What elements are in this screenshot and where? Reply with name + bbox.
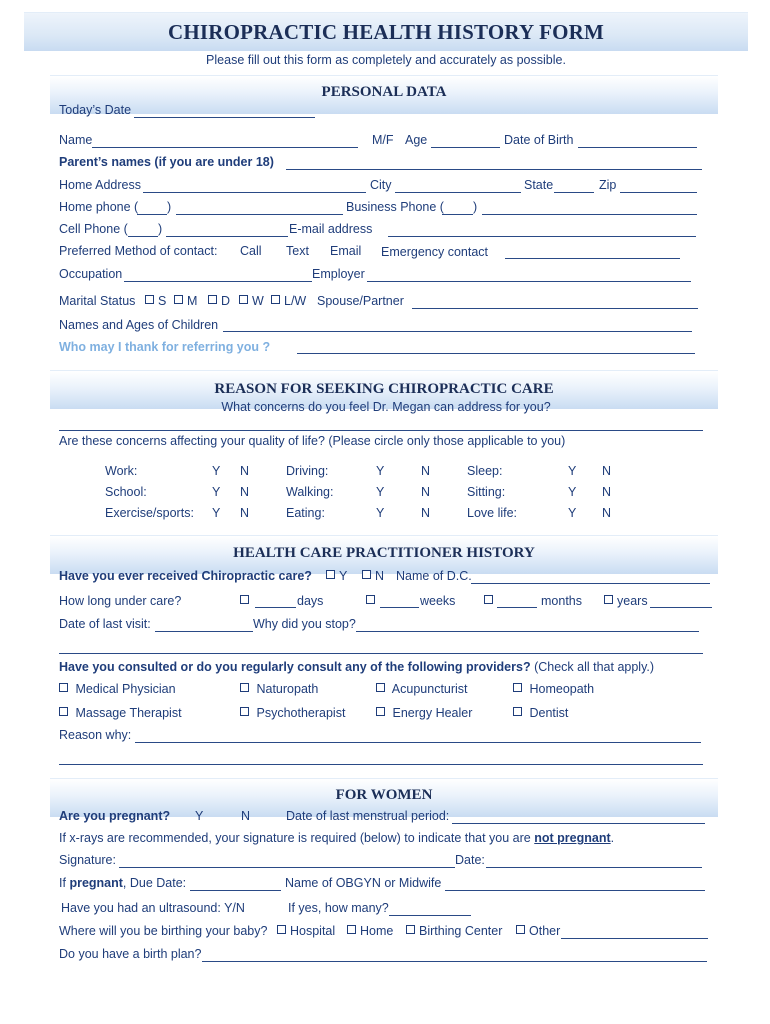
email-field[interactable] <box>388 236 696 237</box>
checkbox-icon <box>240 595 249 604</box>
marital-option-m[interactable]: M <box>174 294 197 309</box>
cell-phone-close: ) <box>158 222 163 236</box>
cell-phone-label: Cell Phone ( <box>59 222 128 236</box>
provider-naturopath[interactable]: Naturopath <box>240 682 318 697</box>
state-label: State <box>524 178 554 192</box>
parents-label: Parent’s names (if you are under 18) <box>59 155 274 169</box>
reason-question: What concerns do you feel Dr. Megan can address for you? <box>221 400 551 414</box>
checkbox-icon <box>376 707 385 716</box>
eating-no[interactable]: N <box>421 506 431 520</box>
exercise-label: Exercise/sports: <box>105 506 194 520</box>
birthing-question: Where will you be birthing your baby? <box>59 924 268 938</box>
checkbox-icon <box>366 595 375 604</box>
consulted-question: Have you consulted or do you regularly consult any of the following providers? (Check all that apply.) <box>59 660 655 674</box>
school-no[interactable]: N <box>240 485 250 499</box>
school-label: School: <box>105 485 147 499</box>
weeks-checkbox[interactable] <box>366 594 379 609</box>
home-address-label: Home Address <box>59 178 141 192</box>
sitting-no[interactable]: N <box>602 485 612 499</box>
checkbox-icon <box>208 295 217 304</box>
provider-homeopath[interactable]: Homeopath <box>513 682 594 697</box>
mf-label: M/F <box>372 133 394 147</box>
business-phone-area-field[interactable] <box>442 214 473 215</box>
driving-no[interactable]: N <box>421 464 431 478</box>
children-field[interactable] <box>223 331 692 332</box>
pregnant-yes[interactable]: Y <box>195 809 204 823</box>
reason-why-field[interactable] <box>135 742 701 743</box>
signature-field[interactable] <box>119 867 455 868</box>
marital-option-s[interactable]: S <box>145 294 166 309</box>
age-label: Age <box>405 133 428 147</box>
sitting-yes[interactable]: Y <box>568 485 577 499</box>
home-phone-area-field[interactable] <box>137 214 167 215</box>
employer-field[interactable] <box>367 281 691 282</box>
pregnant-question: Are you pregnant? <box>59 809 171 823</box>
zip-field[interactable] <box>620 192 697 193</box>
reason-why-label: Reason why: <box>59 728 132 742</box>
why-stop-field[interactable] <box>356 631 699 632</box>
lmp-field[interactable] <box>452 823 705 824</box>
years-checkbox[interactable]: years <box>604 594 648 609</box>
checkbox-icon <box>174 295 183 304</box>
days-field[interactable] <box>255 607 296 608</box>
provider-massage-therapist[interactable]: Massage Therapist <box>59 706 182 721</box>
checkbox-icon <box>59 683 68 692</box>
ultrasound-question: Have you had an ultrasound: Y/N <box>61 901 245 915</box>
personal-heading: PERSONAL DATA <box>321 84 447 100</box>
checkbox-icon <box>277 925 286 934</box>
love-life-no[interactable]: N <box>602 506 612 520</box>
checkbox-icon <box>240 683 249 692</box>
signature-label: Signature: <box>59 853 116 867</box>
referral-field[interactable] <box>297 353 695 354</box>
birthing-home-option[interactable]: Home <box>347 924 393 939</box>
state-field[interactable] <box>554 192 594 193</box>
sitting-label: Sitting: <box>467 485 506 499</box>
provider-acupuncturist[interactable]: Acupuncturist <box>376 682 468 697</box>
birthing-hospital-option[interactable]: Hospital <box>277 924 335 939</box>
sleep-no[interactable]: N <box>602 464 612 478</box>
birthing-other-field[interactable] <box>561 938 708 939</box>
school-yes[interactable]: Y <box>212 485 221 499</box>
checkbox-icon <box>362 570 371 579</box>
birth-plan-field[interactable] <box>202 961 707 962</box>
reason-heading: REASON FOR SEEKING CHIROPRACTIC CARE <box>214 381 554 397</box>
cell-phone-area-field[interactable] <box>128 236 158 237</box>
emergency-contact-label: Emergency contact <box>381 245 488 259</box>
page-subtitle: Please fill out this form as completely and accurately as possible. <box>206 53 566 67</box>
reason-why-field-line2[interactable] <box>59 764 703 765</box>
checkbox-icon <box>145 295 154 304</box>
received-care-no[interactable]: N <box>362 569 384 584</box>
checkbox-icon <box>59 707 68 716</box>
employer-label: Employer <box>312 267 365 281</box>
dc-name-label: Name of D.C. <box>396 569 472 583</box>
spouse-field[interactable] <box>412 308 698 309</box>
cell-phone-field[interactable] <box>166 236 288 237</box>
dc-name-field[interactable] <box>471 583 710 584</box>
received-care-question: Have you ever received Chiropractic care? <box>59 569 312 583</box>
dob-field[interactable] <box>578 147 697 148</box>
home-phone-field[interactable] <box>176 214 343 215</box>
obgyn-field[interactable] <box>445 890 705 891</box>
provider-dentist[interactable]: Dentist <box>513 706 568 721</box>
checkbox-icon <box>376 683 385 692</box>
why-stop-label: Why did you stop? <box>253 617 356 631</box>
email-label: E-mail address <box>289 222 373 236</box>
todays-date-label: Today’s Date <box>59 103 132 117</box>
marital-option-lw[interactable]: L/W <box>271 294 306 309</box>
eating-label: Eating: <box>286 506 325 520</box>
work-label: Work: <box>105 464 138 478</box>
marital-option-d[interactable]: D <box>208 294 230 309</box>
pregnant-no[interactable]: N <box>241 809 251 823</box>
children-label: Names and Ages of Children <box>59 318 219 332</box>
concerns-field[interactable] <box>59 430 703 431</box>
last-visit-field[interactable] <box>155 631 253 632</box>
city-label: City <box>370 178 392 192</box>
sleep-yes[interactable]: Y <box>568 464 577 478</box>
birthing-center-option[interactable]: Birthing Center <box>406 924 502 939</box>
birth-plan-question: Do you have a birth plan? <box>59 947 202 961</box>
preferred-contact-label: Preferred Method of contact: <box>59 244 218 258</box>
parents-field[interactable] <box>286 169 702 170</box>
todays-date-field[interactable] <box>134 117 315 118</box>
occupation-field[interactable] <box>124 281 312 282</box>
women-heading: FOR WOMEN <box>335 787 433 803</box>
work-no[interactable]: N <box>240 464 250 478</box>
referral-label: Who may I thank for referring you ? <box>59 340 271 354</box>
exercise-no[interactable]: N <box>240 506 250 520</box>
why-stop-field-line2[interactable] <box>59 653 703 654</box>
home-address-field[interactable] <box>143 192 366 193</box>
business-phone-close: ) <box>473 200 478 214</box>
walking-no[interactable]: N <box>421 485 431 499</box>
home-phone-close: ) <box>167 200 172 214</box>
marital-option-w[interactable]: W <box>239 294 264 309</box>
due-date-field[interactable] <box>190 890 281 891</box>
walking-yes[interactable]: Y <box>376 485 385 499</box>
weeks-label: weeks <box>420 594 456 608</box>
checkbox-icon <box>239 295 248 304</box>
driving-label: Driving: <box>286 464 329 478</box>
quality-question: Are these concerns affecting your quality of life? (Please circle only those applicable to you) <box>59 434 566 448</box>
home-phone-label: Home phone ( <box>59 200 139 214</box>
practitioner-heading: HEALTH CARE PRACTITIONER HISTORY <box>233 545 535 561</box>
how-many-label: If yes, how many? <box>288 901 389 915</box>
checkbox-icon <box>271 295 280 304</box>
received-care-yes[interactable]: Y <box>326 569 347 584</box>
eating-yes[interactable]: Y <box>376 506 385 520</box>
city-field[interactable] <box>395 192 521 193</box>
dob-label: Date of Birth <box>504 133 574 147</box>
last-visit-label: Date of last visit: <box>59 617 151 631</box>
months-label: months <box>541 594 582 608</box>
occupation-label: Occupation <box>59 267 123 281</box>
xray-note: If x-rays are recommended, your signature is required (below) to indicate that you are not pregnant. <box>59 831 615 845</box>
checkbox-icon <box>604 595 613 604</box>
years-field[interactable] <box>650 607 712 608</box>
checkbox-icon <box>513 683 522 692</box>
contact-call-option[interactable]: Call <box>240 244 262 258</box>
how-many-field[interactable] <box>389 915 471 916</box>
checkbox-icon <box>513 707 522 716</box>
sleep-label: Sleep: <box>467 464 503 478</box>
name-field[interactable] <box>92 147 358 148</box>
birthing-other-option[interactable]: Other <box>516 924 560 939</box>
work-yes[interactable]: Y <box>212 464 221 478</box>
checkbox-icon <box>484 595 493 604</box>
checkbox-icon <box>516 925 525 934</box>
business-phone-field[interactable] <box>482 214 697 215</box>
checkbox-icon <box>240 707 249 716</box>
days-label: days <box>297 594 324 608</box>
page-title: CHIROPRACTIC HEALTH HISTORY FORM <box>167 20 605 44</box>
age-field[interactable] <box>431 147 500 148</box>
obgyn-label: Name of OBGYN or Midwife <box>285 876 442 890</box>
spouse-label: Spouse/Partner <box>317 294 404 308</box>
contact-email-option[interactable]: Email <box>330 244 362 258</box>
months-checkbox[interactable] <box>484 594 497 609</box>
love-life-label: Love life: <box>467 506 518 520</box>
zip-label: Zip <box>599 178 617 192</box>
lmp-label: Date of last menstrual period: <box>286 809 450 823</box>
love-life-yes[interactable]: Y <box>568 506 577 520</box>
checkbox-icon <box>326 570 335 579</box>
contact-text-option[interactable]: Text <box>286 244 309 258</box>
provider-medical-physician[interactable]: Medical Physician <box>59 682 176 697</box>
marital-status-label: Marital Status <box>59 294 136 308</box>
signature-date-field[interactable] <box>486 867 702 868</box>
due-date-label: If pregnant, Due Date: <box>59 876 187 890</box>
name-label: Name <box>59 133 93 147</box>
driving-yes[interactable]: Y <box>376 464 385 478</box>
checkbox-icon <box>406 925 415 934</box>
emergency-contact-field[interactable] <box>505 258 680 259</box>
weeks-field[interactable] <box>380 607 419 608</box>
exercise-yes[interactable]: Y <box>212 506 221 520</box>
how-long-label: How long under care? <box>59 594 182 608</box>
walking-label: Walking: <box>286 485 334 499</box>
provider-energy-healer[interactable]: Energy Healer <box>376 706 472 721</box>
provider-psychotherapist[interactable]: Psychotherapist <box>240 706 345 721</box>
months-field[interactable] <box>497 607 537 608</box>
days-checkbox[interactable] <box>240 594 253 609</box>
business-phone-label: Business Phone ( <box>346 200 444 214</box>
checkbox-icon <box>347 925 356 934</box>
signature-date-label: Date: <box>455 853 485 867</box>
